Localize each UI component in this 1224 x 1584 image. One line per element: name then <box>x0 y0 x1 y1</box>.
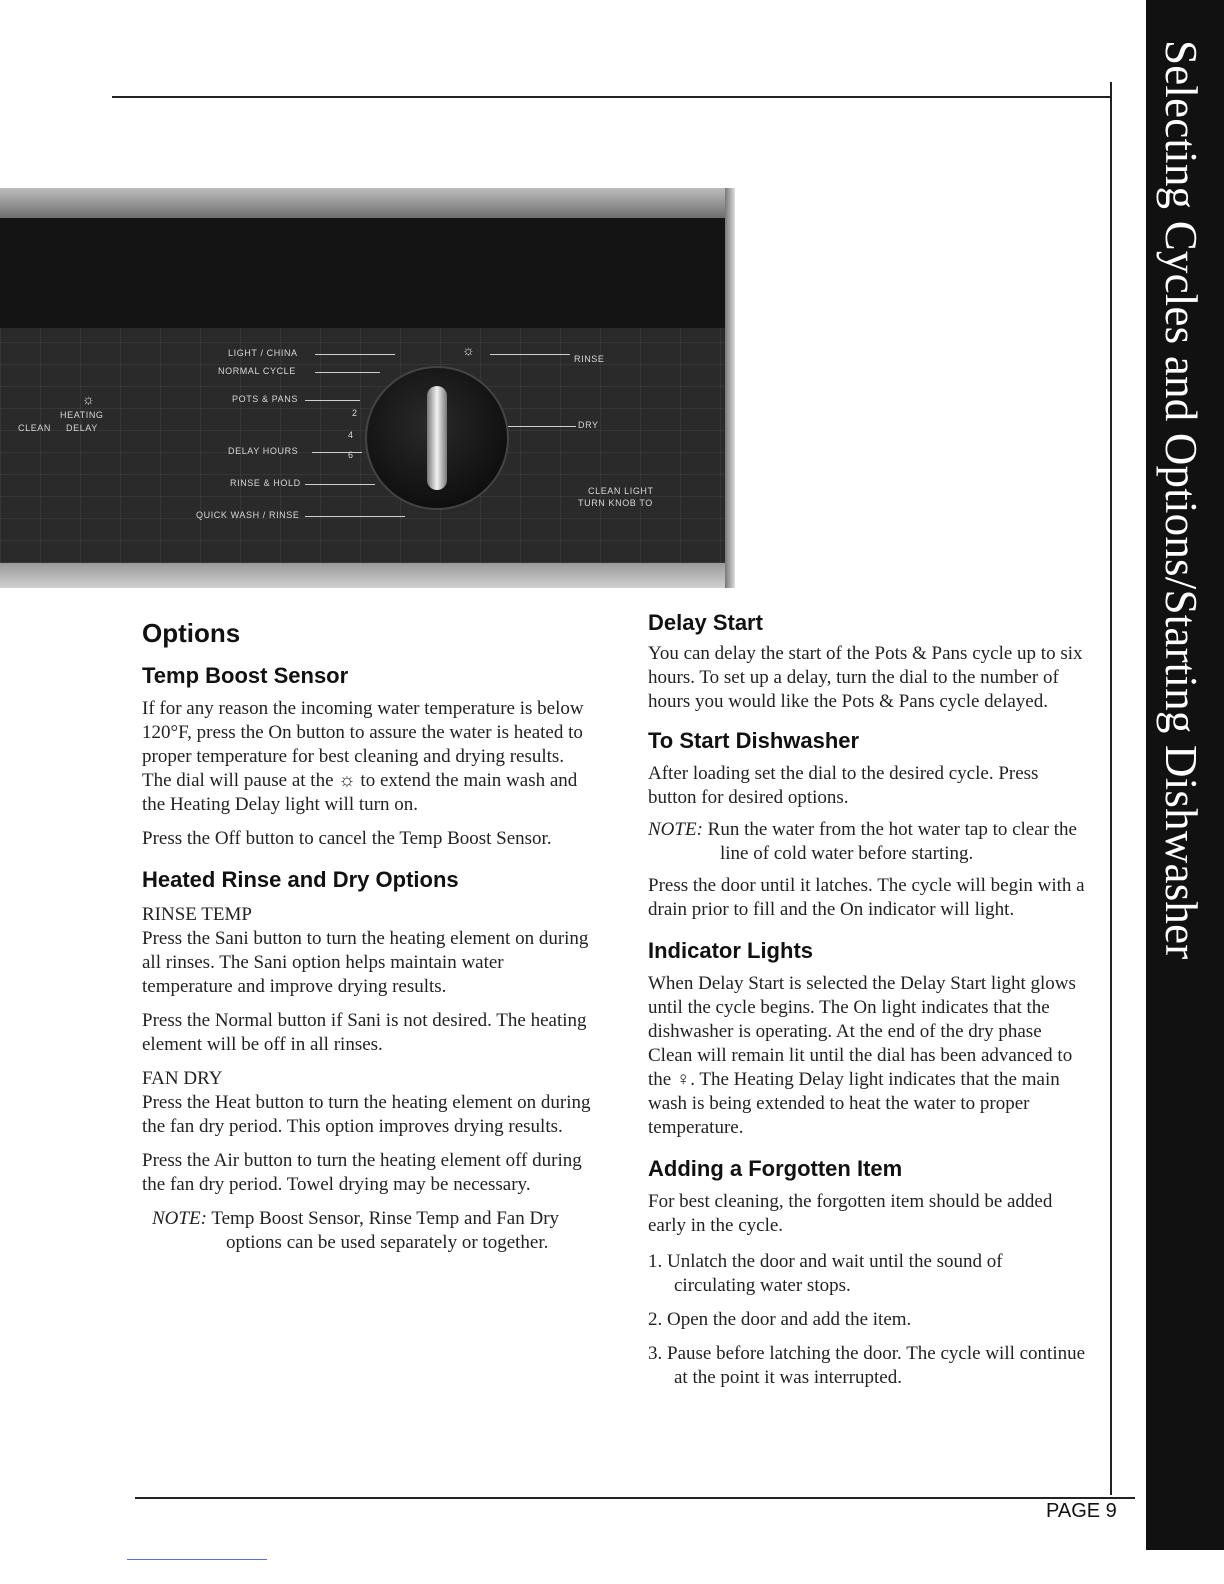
forgotten-item-heading: Adding a Forgotten Item <box>648 1156 903 1181</box>
to-start-heading: To Start Dishwasher <box>648 728 860 753</box>
panel-display-area <box>0 218 725 328</box>
light-china-label: LIGHT / CHINA <box>228 348 298 358</box>
dial-knob[interactable] <box>427 386 447 490</box>
side-tab-title: Selecting Cycles and Options/Starting Dishwasher <box>1156 40 1206 960</box>
delay-label: DELAY <box>66 423 98 433</box>
delay-hours-label: DELAY HOURS <box>228 446 299 456</box>
to-start-note <box>648 818 1088 866</box>
dial-number: 2 <box>352 408 358 418</box>
fan-dry-label: FAN DRY <box>142 1068 223 1089</box>
dial-number: 4 <box>348 430 354 440</box>
temp-boost-p1: If for any reason the incoming water temperature is below 120°F, press the On button to assure the water is heated to proper temperature for best cleaning and drying results. The dial will pause at the ☼ to extend the main wash and the Heating Delay light will turn on. <box>142 698 584 815</box>
options-heading: Options <box>142 618 241 648</box>
turn-knob-label: TURN KNOB TO <box>578 498 653 508</box>
heated-rinse-p2: Press the Normal button if Sani is not desired. The heating element will be off in all rinses. <box>142 1010 587 1055</box>
list-item: 2. Open the door and add the item. <box>648 1309 912 1330</box>
list-item: 3. Pause before latching the door. The cycle will continue at the point it was interrupted. <box>648 1343 1086 1388</box>
left-column <box>142 618 592 1255</box>
panel-line <box>312 452 362 453</box>
side-tab <box>1146 0 1224 1550</box>
temp-boost-p2: Press the Off button to cancel the Temp Boost Sensor. <box>142 828 552 849</box>
dial-number: 6 <box>348 450 354 460</box>
note-text: Temp Boost Sensor, Rinse Temp and Fan Dry options can be used separately or together. <box>211 1208 560 1253</box>
panel-top-strip <box>0 188 735 218</box>
top-rule <box>112 96 1112 98</box>
delay-start-heading: Delay Start <box>648 610 763 635</box>
heated-rinse-p3: Press the Heat button to turn the heating element on during the fan dry period. This option improves drying results. <box>142 1092 591 1137</box>
to-start-p2: Press the door until it latches. The cycle will begin with a drain prior to fill and the On indicator will light. <box>648 875 1085 920</box>
sun-icon: ☼ <box>462 344 475 359</box>
panel-line <box>305 484 375 485</box>
list-item: 1. Unlatch the door and wait until the sound of circulating water stops. <box>648 1251 1003 1296</box>
panel-bottom-strip <box>0 563 735 588</box>
panel-line <box>305 400 360 401</box>
panel-edge <box>725 188 735 588</box>
rinse-temp-label: RINSE TEMP <box>142 904 252 925</box>
control-panel-image <box>0 188 735 588</box>
normal-cycle-label: NORMAL CYCLE <box>218 366 296 376</box>
indicator-lights-heading: Indicator Lights <box>648 938 813 963</box>
pots-pans-label: POTS & PANS <box>232 394 298 404</box>
heated-rinse-note <box>142 1207 592 1255</box>
rinse-label: RINSE <box>574 354 605 364</box>
dry-label: DRY <box>578 420 599 430</box>
forgotten-item-p1: For best cleaning, the forgotten item should be added early in the cycle. <box>648 1191 1053 1236</box>
to-start-p1: After loading set the dial to the desired cycle. Press button for desired options. <box>648 763 1039 808</box>
heating-label: HEATING <box>60 410 104 420</box>
footer-link-line <box>127 1559 267 1560</box>
temp-boost-heading: Temp Boost Sensor <box>142 663 349 688</box>
panel-line <box>508 426 576 427</box>
rinse-hold-label: RINSE & HOLD <box>230 478 301 488</box>
clean-light-label: CLEAN LIGHT <box>588 486 654 496</box>
panel-line <box>305 516 405 517</box>
clean-label: CLEAN <box>18 423 52 433</box>
quick-wash-label: QUICK WASH / RINSE <box>196 510 300 520</box>
heated-rinse-heading: Heated Rinse and Dry Options <box>142 867 459 892</box>
note-text: Run the water from the hot water tap to clear the line of cold water before starting. <box>707 819 1077 864</box>
sun-icon: ☼ <box>82 393 95 408</box>
panel-line <box>315 372 380 373</box>
heated-rinse-p1: Press the Sani button to turn the heating element on during all rinses. The Sani option helps maintain water temperature and improve drying results. <box>142 928 589 997</box>
note-label: NOTE: <box>152 1208 207 1229</box>
right-column <box>648 610 1088 1390</box>
heated-rinse-p4: Press the Air button to turn the heating element off during the fan dry period. Towel drying may be necessary. <box>142 1150 582 1195</box>
note-label: NOTE: <box>648 819 703 840</box>
bottom-rule <box>135 1497 1135 1499</box>
panel-line <box>490 354 570 355</box>
page-number: PAGE 9 <box>1046 1500 1117 1522</box>
right-rule <box>1110 82 1112 1495</box>
panel-line <box>315 354 395 355</box>
panel-face <box>0 328 725 563</box>
indicator-lights-p1: When Delay Start is selected the Delay Start light glows until the cycle begins. The On light indicates that the dishwasher is operating. At the end of the dry phase Clean will remain lit until the dial has been advanced to the ♀. The Heating Delay light indicates that the main wash is being extended to heat the water to proper temperature. <box>648 973 1076 1138</box>
delay-start-p1: You can delay the start of the Pots & Pans cycle up to six hours. To set up a delay, turn the dial to the number of hours you would like the Pots & Pans cycle delayed. <box>648 643 1083 712</box>
cycle-dial[interactable] <box>365 366 509 510</box>
